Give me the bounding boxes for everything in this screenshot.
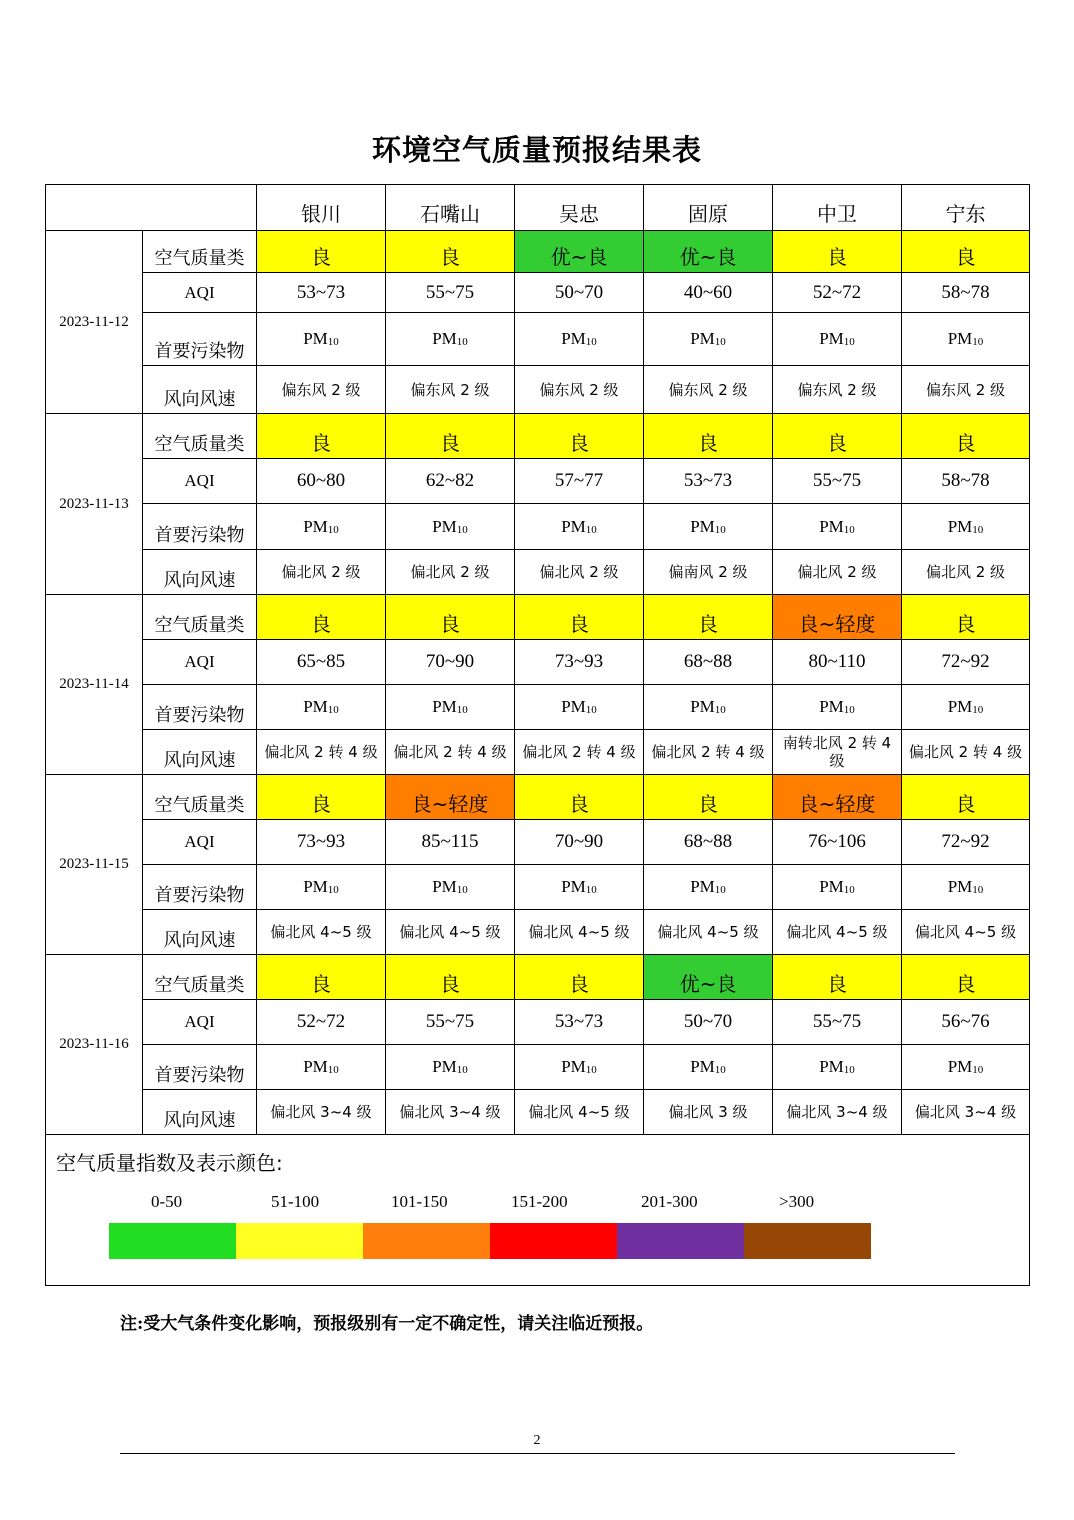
aqi-value: 58~78: [902, 273, 1030, 313]
pollutant-name: PM: [690, 1057, 715, 1076]
wind-label: 风向风速: [143, 550, 257, 595]
pollutant-value: [644, 685, 773, 730]
pollutant-value: [902, 1045, 1030, 1090]
quality-row: [46, 955, 1030, 1000]
pollutant-name: PM: [432, 1057, 457, 1076]
wind-value: 偏东风 2 级: [386, 366, 515, 414]
quality-value: 良: [644, 775, 773, 820]
city-header: 吴忠: [515, 185, 644, 231]
quality-value: 良: [902, 955, 1030, 1000]
quality-value: 良: [515, 955, 644, 1000]
wind-label: 风向风速: [143, 366, 257, 414]
date-cell: 2023-11-13: [46, 414, 143, 595]
quality-value: 优~良: [644, 955, 773, 1000]
aqi-value: 58~78: [902, 459, 1030, 504]
pollutant-label: 首要污染物: [143, 313, 257, 366]
pollutant-label: 首要污染物: [143, 504, 257, 550]
pollutant-row: [46, 685, 1030, 730]
pollutant-name: PM: [561, 329, 586, 348]
aqi-value: 53~73: [257, 273, 386, 313]
wind-label: 风向风速: [143, 1090, 257, 1135]
pollutant-value: [257, 865, 386, 910]
aqi-value: 52~72: [257, 1000, 386, 1045]
wind-row: [46, 550, 1030, 595]
aqi-value: 55~75: [773, 1000, 902, 1045]
wind-value: 偏北风 2 级: [773, 550, 902, 595]
pollutant-value: [773, 504, 902, 550]
quality-value: 良: [257, 775, 386, 820]
pollutant-subscript: 10: [585, 704, 597, 716]
quality-value: 良~轻度: [386, 775, 515, 820]
wind-value: 偏东风 2 级: [644, 366, 773, 414]
pollutant-name: PM: [819, 697, 844, 716]
aqi-value: 80~110: [773, 640, 902, 685]
quality-label: 空气质量类: [143, 955, 257, 1000]
legend-swatch: [744, 1223, 871, 1259]
wind-value: 偏东风 2 级: [773, 366, 902, 414]
quality-value: 优~良: [515, 231, 644, 273]
aqi-value: 52~72: [773, 273, 902, 313]
pollutant-value: [773, 1045, 902, 1090]
city-header: 石嘴山: [386, 185, 515, 231]
pollutant-name: PM: [303, 697, 328, 716]
aqi-value: 70~90: [515, 820, 644, 865]
city-header: 银川: [257, 185, 386, 231]
pollutant-label: 首要污染物: [143, 865, 257, 910]
pollutant-subscript: 10: [843, 704, 855, 716]
wind-value: 偏东风 2 级: [515, 366, 644, 414]
quality-value: 良: [257, 231, 386, 273]
wind-row: [46, 730, 1030, 775]
pollutant-subscript: 10: [843, 523, 855, 536]
quality-value: 良: [257, 595, 386, 640]
pollutant-value: [515, 1045, 644, 1090]
wind-label: 风向风速: [143, 910, 257, 955]
aqi-value: 62~82: [386, 459, 515, 504]
aqi-value: 55~75: [386, 1000, 515, 1045]
wind-value: 偏北风 2 转 4 级: [515, 730, 644, 775]
aqi-value: 55~75: [773, 459, 902, 504]
pollutant-subscript: 10: [585, 884, 597, 896]
header-corner: [46, 185, 257, 231]
aqi-value: 40~60: [644, 273, 773, 313]
pollutant-subscript: 10: [585, 336, 597, 348]
aqi-value: 53~73: [515, 1000, 644, 1045]
wind-value: 偏北风 4~5 级: [257, 910, 386, 955]
aqi-value: 72~92: [902, 820, 1030, 865]
pollutant-value: [773, 865, 902, 910]
wind-value: 偏北风 4~5 级: [773, 910, 902, 955]
aqi-label: AQI: [143, 459, 257, 504]
pollutant-subscript: 10: [972, 336, 984, 348]
quality-value: 良: [773, 414, 902, 459]
pollutant-value: [257, 313, 386, 366]
pollutant-row: [46, 865, 1030, 910]
aqi-legend: [46, 1135, 1030, 1286]
pollutant-name: PM: [432, 697, 457, 716]
pollutant-subscript: 10: [714, 704, 726, 716]
quality-label: 空气质量类: [143, 414, 257, 459]
pollutant-value: [386, 685, 515, 730]
date-cell: 2023-11-14: [46, 595, 143, 775]
quality-value: 良: [902, 414, 1030, 459]
pollutant-label: 首要污染物: [143, 685, 257, 730]
pollutant-name: PM: [947, 516, 973, 536]
legend-color-bar: [109, 1223, 871, 1259]
pollutant-value: [257, 504, 386, 550]
pollutant-subscript: 10: [843, 336, 855, 348]
pollutant-name: PM: [819, 516, 844, 536]
aqi-row: [46, 820, 1030, 865]
quality-value: 良: [386, 595, 515, 640]
quality-row: [46, 414, 1030, 459]
pollutant-subscript: 10: [714, 523, 726, 536]
page-number: 2: [533, 1433, 541, 1448]
pollutant-value: [902, 313, 1030, 366]
pollutant-subscript: 10: [585, 523, 597, 536]
pollutant-subscript: 10: [714, 884, 726, 896]
wind-value: 偏北风 2 级: [902, 550, 1030, 595]
wind-value: 偏北风 2 级: [515, 550, 644, 595]
legend-swatch: [109, 1223, 236, 1259]
quality-value: 良: [386, 955, 515, 1000]
pollutant-name: PM: [561, 1057, 586, 1076]
quality-value: 良: [902, 231, 1030, 273]
pollutant-name: PM: [561, 697, 586, 716]
wind-row: [46, 1090, 1030, 1135]
pollutant-value: [902, 504, 1030, 550]
pollutant-value: [773, 313, 902, 366]
aqi-row: [46, 640, 1030, 685]
pollutant-name: PM: [947, 329, 973, 348]
pollutant-name: PM: [690, 877, 715, 896]
wind-value: 偏北风 3 级: [644, 1090, 773, 1135]
quality-value: 良: [257, 414, 386, 459]
pollutant-subscript: 10: [456, 884, 468, 896]
legend-row: [46, 1135, 1030, 1286]
aqi-value: 72~92: [902, 640, 1030, 685]
quality-row: [46, 595, 1030, 640]
quality-value: 良: [386, 231, 515, 273]
pollutant-name: PM: [432, 329, 457, 348]
wind-value: 偏北风 2 级: [257, 550, 386, 595]
aqi-value: 53~73: [644, 459, 773, 504]
wind-value: 偏北风 2 转 4 级: [902, 730, 1030, 775]
pollutant-subscript: 10: [585, 1064, 597, 1076]
pollutant-value: [386, 1045, 515, 1090]
pollutant-name: PM: [819, 877, 844, 896]
wind-value: 偏北风 2 转 4 级: [644, 730, 773, 775]
date-cell: 2023-11-16: [46, 955, 143, 1135]
aqi-value: 70~90: [386, 640, 515, 685]
pollutant-subscript: 10: [714, 336, 726, 348]
pollutant-value: [386, 313, 515, 366]
pollutant-subscript: 10: [972, 523, 984, 536]
aqi-row: [46, 459, 1030, 504]
aqi-value: 56~76: [902, 1000, 1030, 1045]
pollutant-name: PM: [690, 516, 715, 536]
quality-value: 良: [386, 414, 515, 459]
quality-value: 良: [257, 955, 386, 1000]
pollutant-value: [257, 1045, 386, 1090]
pollutant-name: PM: [303, 1057, 328, 1076]
aqi-value: 76~106: [773, 820, 902, 865]
pollutant-value: [515, 504, 644, 550]
legend-range: 101-150: [391, 1192, 448, 1211]
quality-value: 良~轻度: [773, 775, 902, 820]
wind-value: 偏北风 4~5 级: [515, 910, 644, 955]
legend-swatch: [363, 1223, 490, 1259]
aqi-label: AQI: [143, 273, 257, 313]
wind-value: 偏北风 4~5 级: [902, 910, 1030, 955]
pollutant-name: PM: [432, 516, 457, 536]
wind-value: 南转北风 2 转 4 级: [773, 730, 902, 775]
pollutant-value: [902, 685, 1030, 730]
header-row: [46, 185, 1030, 231]
pollutant-subscript: 10: [843, 884, 855, 896]
pollutant-row: [46, 504, 1030, 550]
wind-row: [46, 366, 1030, 414]
pollutant-name: PM: [303, 516, 328, 536]
quality-label: 空气质量类: [143, 775, 257, 820]
pollutant-value: [902, 865, 1030, 910]
pollutant-subscript: 10: [456, 336, 468, 348]
wind-value: 偏南风 2 级: [644, 550, 773, 595]
pollutant-subscript: 10: [843, 1064, 855, 1076]
legend-range: 0-50: [151, 1192, 183, 1211]
pollutant-value: [515, 685, 644, 730]
quality-value: 良: [515, 775, 644, 820]
pollutant-name: PM: [819, 1057, 844, 1076]
pollutant-subscript: 10: [972, 1064, 984, 1076]
forecast-table: [45, 184, 1030, 1286]
pollutant-name: PM: [303, 877, 328, 896]
footer-divider: [120, 1453, 955, 1454]
pollutant-subscript: 10: [714, 1064, 726, 1076]
pollutant-value: [644, 504, 773, 550]
aqi-value: 50~70: [644, 1000, 773, 1045]
pollutant-row: [46, 313, 1030, 366]
pollutant-name: PM: [432, 877, 457, 896]
aqi-value: 55~75: [386, 273, 515, 313]
pollutant-value: [257, 685, 386, 730]
pollutant-subscript: 10: [972, 704, 984, 716]
pollutant-value: [644, 865, 773, 910]
quality-value: 良: [773, 955, 902, 1000]
pollutant-subscript: 10: [456, 1064, 468, 1076]
pollutant-subscript: 10: [972, 884, 984, 896]
pollutant-value: [386, 865, 515, 910]
wind-value: 偏北风 2 级: [386, 550, 515, 595]
pollutant-name: PM: [561, 877, 586, 896]
aqi-value: 60~80: [257, 459, 386, 504]
quality-value: 优~良: [644, 231, 773, 273]
pollutant-value: [386, 504, 515, 550]
aqi-value: 68~88: [644, 640, 773, 685]
aqi-label: AQI: [143, 640, 257, 685]
legend-swatch: [617, 1223, 744, 1259]
pollutant-value: [773, 685, 902, 730]
pollutant-name: PM: [303, 329, 328, 348]
date-cell: 2023-11-15: [46, 775, 143, 955]
aqi-value: 68~88: [644, 820, 773, 865]
legend-range: 201-300: [641, 1192, 698, 1211]
wind-value: 偏北风 2 转 4 级: [386, 730, 515, 775]
pollutant-value: [644, 1045, 773, 1090]
pollutant-name: PM: [561, 516, 586, 536]
pollutant-name: PM: [819, 329, 844, 348]
wind-value: 偏北风 4~5 级: [386, 910, 515, 955]
wind-value: 偏北风 2 转 4 级: [257, 730, 386, 775]
pollutant-row: [46, 1045, 1030, 1090]
legend-range: >300: [779, 1192, 815, 1211]
quality-value: 良: [515, 595, 644, 640]
pollutant-name: PM: [947, 697, 973, 716]
pollutant-value: [515, 865, 644, 910]
wind-label: 风向风速: [143, 730, 257, 775]
city-header: 固原: [644, 185, 773, 231]
page-title: 环境空气质量预报结果表: [371, 133, 702, 167]
aqi-value: 50~70: [515, 273, 644, 313]
legend-range: 51-100: [271, 1192, 320, 1211]
pollutant-subscript: 10: [456, 704, 468, 716]
pollutant-name: PM: [690, 329, 715, 348]
legend-range: 151-200: [511, 1192, 568, 1211]
pollutant-label: 首要污染物: [143, 1045, 257, 1090]
quality-value: 良: [515, 414, 644, 459]
date-cell: 2023-11-12: [46, 231, 143, 414]
pollutant-subscript: 10: [327, 704, 339, 716]
aqi-value: 73~93: [257, 820, 386, 865]
pollutant-subscript: 10: [327, 1064, 339, 1076]
quality-value: 良: [773, 231, 902, 273]
quality-value: 良: [644, 595, 773, 640]
aqi-row: [46, 1000, 1030, 1045]
pollutant-subscript: 10: [456, 523, 468, 536]
pollutant-name: PM: [947, 1057, 973, 1076]
wind-value: 偏北风 3~4 级: [257, 1090, 386, 1135]
pollutant-subscript: 10: [327, 884, 339, 896]
aqi-row: [46, 273, 1030, 313]
quality-value: 良~轻度: [773, 595, 902, 640]
wind-value: 偏北风 4~5 级: [644, 910, 773, 955]
city-header: 宁东: [902, 185, 1030, 231]
pollutant-value: [515, 313, 644, 366]
aqi-value: 57~77: [515, 459, 644, 504]
pollutant-name: PM: [947, 877, 973, 896]
quality-value: 良: [902, 595, 1030, 640]
disclaimer-note: 注:受大气条件变化影响，预报级别有一定不确定性，请关注临近预报。: [120, 1314, 654, 1334]
wind-value: 偏东风 2 级: [257, 366, 386, 414]
quality-label: 空气质量类: [143, 231, 257, 273]
wind-value: 偏东风 2 级: [902, 366, 1030, 414]
pollutant-subscript: 10: [327, 336, 339, 348]
quality-row: [46, 231, 1030, 273]
wind-value: 偏北风 4~5 级: [515, 1090, 644, 1135]
quality-value: 良: [902, 775, 1030, 820]
pollutant-subscript: 10: [327, 523, 339, 536]
aqi-value: 85~115: [386, 820, 515, 865]
city-header: 中卫: [773, 185, 902, 231]
quality-label: 空气质量类: [143, 595, 257, 640]
pollutant-value: [644, 313, 773, 366]
wind-row: [46, 910, 1030, 955]
aqi-label: AQI: [143, 820, 257, 865]
quality-row: [46, 775, 1030, 820]
legend-swatch: [490, 1223, 617, 1259]
quality-value: 良: [644, 414, 773, 459]
wind-value: 偏北风 3~4 级: [773, 1090, 902, 1135]
aqi-value: 65~85: [257, 640, 386, 685]
aqi-label: AQI: [143, 1000, 257, 1045]
wind-value: 偏北风 3~4 级: [902, 1090, 1030, 1135]
pollutant-name: PM: [690, 697, 715, 716]
legend-title: 空气质量指数及表示颜色:: [56, 1151, 283, 1175]
legend-swatch: [236, 1223, 363, 1259]
wind-value: 偏北风 3~4 级: [386, 1090, 515, 1135]
aqi-value: 73~93: [515, 640, 644, 685]
